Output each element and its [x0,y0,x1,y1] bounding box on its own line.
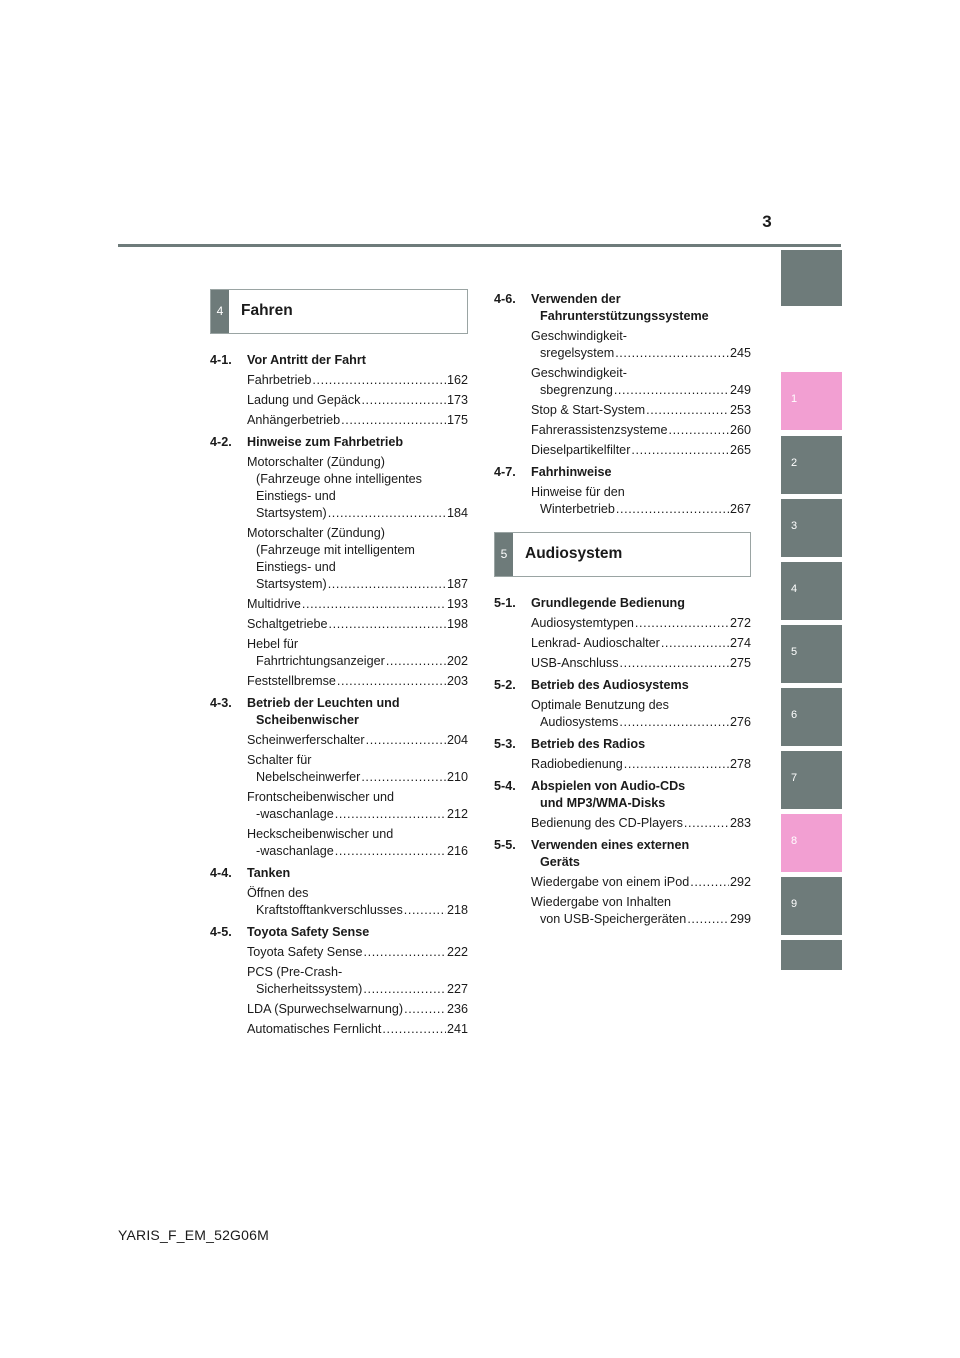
entry-text: Startsystem) [256,506,327,520]
dot-leader [364,944,446,961]
section-title-line: Scheibenwischer [256,713,359,727]
entry-text: Wiedergabe von einem iPod [531,875,690,889]
page-number: 3 [762,212,772,231]
toc-entry[interactable] [210,525,468,593]
dot-leader [404,1001,446,1018]
entry-text: Anhängerbetrieb [247,413,341,427]
dot-leader [341,412,446,429]
entry-text: sregelsystem [540,346,615,360]
page-ref: 278 [729,757,751,771]
page-ref: 203 [446,674,468,688]
dot-leader [302,596,446,613]
toc-entry[interactable] [210,636,468,670]
section-number: 4-1. [210,353,232,367]
page-ref: 227 [446,982,468,996]
chapter-tab-label: 6 [791,709,798,721]
dot-leader [361,392,446,409]
dot-leader [631,442,729,459]
dot-leader [382,1021,446,1038]
page-ref: 198 [446,617,468,631]
section-heading[interactable] [210,865,468,882]
entry-text: Scheinwerferschalter [247,733,365,747]
toc-entry[interactable] [494,756,751,773]
section-number: 5-2. [494,678,516,692]
entry-text: Feststellbremse [247,674,336,688]
toc-entry[interactable] [494,874,751,891]
toc-entry[interactable] [494,442,751,459]
toc-entry[interactable] [210,789,468,823]
entry-text: PCS (Pre-Crash- [247,965,343,979]
dot-leader [668,422,729,439]
entry-text: Radiobedienung [531,757,623,771]
page-ref: 218 [446,903,468,917]
chapter-tab-bottom[interactable] [781,940,842,970]
entry-text: Nebelscheinwerfer [256,770,361,784]
toc-entry[interactable] [210,392,468,409]
toc-entry[interactable] [210,964,468,998]
dot-leader [404,902,446,919]
entry-text: Audiosystems [540,715,619,729]
entry-text: Automatisches Fernlicht [247,1022,382,1036]
toc-column-right [494,286,751,928]
entry-text: Frontscheibenwischer und [247,790,395,804]
entry-text: Fahrtrichtungsanzeiger [256,654,385,668]
section-number: 4-5. [210,925,232,939]
entry-text: Bedienung des CD-Players [531,816,683,830]
toc-entry[interactable] [494,615,751,632]
chapter-tab-label: 5 [791,646,798,658]
toc-entry[interactable] [210,616,468,633]
toc-entry[interactable] [210,596,468,613]
dot-leader [614,382,729,399]
page-ref: 292 [729,875,751,889]
entry-text: Heckscheibenwischer und [247,827,394,841]
section-title-line: Toyota Safety Sense [247,925,370,939]
section-heading[interactable] [210,434,468,451]
chapter-number: 4 [211,290,229,333]
dot-leader [312,372,446,389]
dot-leader [335,843,446,860]
chapter-5-sections [494,595,751,928]
page-ref: 173 [446,393,468,407]
dot-leader [619,714,729,731]
entry-text: Wiedergabe von Inhalten [531,895,672,909]
chapter-title: Audiosystem [525,545,623,562]
section-heading[interactable] [494,464,751,481]
section-title-line: Fahrunterstützungssysteme [540,309,709,323]
entry-text: Motorschalter (Zündung) [247,455,385,469]
dot-leader [635,615,729,632]
dot-leader [328,505,446,522]
dot-leader [337,673,446,690]
page-ref: 283 [729,816,751,830]
entry-text: Sicherheitssystem) [256,982,363,996]
section-number: 5-3. [494,737,516,751]
entry-text: Einstiegs- und [256,489,336,503]
toc-entry[interactable] [210,826,468,860]
page-ref: 187 [446,577,468,591]
entry-text: Einstiegs- und [256,560,336,574]
entry-text: Motorschalter (Zündung) [247,526,385,540]
entry-text: Lenkrad- Audioschalter [531,636,660,650]
toc-entry[interactable] [494,422,751,439]
chapter-tab-label: 9 [791,898,798,910]
entry-text: Fahrerassistenzsysteme [531,423,668,437]
section-title-line: Grundlegende Bedienung [531,596,685,610]
section-heading[interactable] [210,695,468,729]
dot-leader [615,345,729,362]
page-ref: 216 [446,844,468,858]
section-number: 4-7. [494,465,516,479]
section-title-line: Verwenden der [531,292,621,306]
header-rule [118,244,841,247]
section-title-line: Verwenden eines externen [531,838,690,852]
dot-leader [687,911,729,928]
entry-text: sbegrenzung [540,383,613,397]
section-title-line: Geräts [540,855,580,869]
entry-text: Multidrive [247,597,301,611]
page-ref: 222 [446,945,468,959]
toc-column-left [210,289,468,1038]
page-ref: 260 [729,423,751,437]
chapter-4-sections-cont [494,291,751,518]
page-ref: 236 [446,1002,468,1016]
page-ref: 265 [729,443,751,457]
toc-entry[interactable] [210,1021,468,1038]
toc-entry[interactable] [210,372,468,389]
page-ref: 272 [729,616,751,630]
page-ref: 241 [446,1022,468,1036]
entry-text: von USB-Speichergeräten [540,912,687,926]
page-ref: 184 [446,506,468,520]
entry-text: Ladung und Gepäck [247,393,361,407]
toc-entry[interactable] [494,815,751,832]
section-number: 4-6. [494,292,516,306]
toc-entry[interactable] [494,402,751,419]
toc-entry[interactable] [494,894,751,928]
chapter-header-4[interactable] [210,289,468,334]
entry-text: Öffnen des [247,886,309,900]
entry-text: Startsystem) [256,577,327,591]
dot-leader [616,501,729,518]
section-heading[interactable] [494,837,751,871]
section-title-line: Fahrhinweise [531,465,612,479]
page-ref: 275 [729,656,751,670]
toc-entry[interactable] [210,412,468,429]
section-title-line: Betrieb des Audiosystems [531,678,689,692]
chapter-tab-label: 7 [791,772,798,784]
toc-entry[interactable] [494,635,751,652]
chapter-tab-1[interactable] [781,372,842,430]
toc-entry[interactable] [494,655,751,672]
chapter-tab-3[interactable] [781,499,842,557]
dot-leader [620,655,729,672]
page-ref: 210 [446,770,468,784]
entry-text: Toyota Safety Sense [247,945,363,959]
chapter-tab-label: 3 [791,520,798,532]
dot-leader [386,653,446,670]
entry-text: Audiosystemtypen [531,616,634,630]
dot-leader [661,635,729,652]
chapter-tab-top[interactable] [781,250,842,306]
dot-leader [335,806,446,823]
chapter-tab-6[interactable] [781,688,842,746]
toc-entry[interactable] [210,885,468,919]
chapter-tab-label: 8 [791,835,798,847]
chapter-title: Fahren [241,302,293,319]
chapter-header-5[interactable] [494,532,751,577]
entry-text: Hebel für [247,637,299,651]
page-ref: 202 [446,654,468,668]
document-code: YARIS_F_EM_52G06M [118,1227,269,1243]
page-ref: 299 [729,912,751,926]
chapter-4-sections [210,352,468,1038]
chapter-tab-8[interactable] [781,814,842,872]
entry-text: -waschanlage [256,807,334,821]
entry-text: Hinweise für den [531,485,625,499]
dot-leader [684,815,729,832]
section-heading[interactable] [494,736,751,753]
section-heading[interactable] [494,291,751,325]
page-ref: 175 [446,413,468,427]
entry-text: Geschwindigkeit- [531,329,627,343]
toc-entry[interactable] [210,732,468,749]
chapter-tab-label: 1 [791,393,798,405]
section-heading[interactable] [210,352,468,369]
section-number: 4-4. [210,866,232,880]
section-number: 5-4. [494,779,516,793]
entry-text: USB-Anschluss [531,656,619,670]
dot-leader [624,756,729,773]
page-ref: 274 [729,636,751,650]
chapter-tab-4[interactable] [781,562,842,620]
section-heading[interactable] [494,677,751,694]
dot-leader [363,981,446,998]
toc-entry[interactable] [494,484,751,518]
section-number: 4-2. [210,435,232,449]
entry-text: -waschanlage [256,844,334,858]
chapter-tab-2[interactable] [781,436,842,494]
toc-entry[interactable] [210,944,468,961]
entry-text: Winterbetrieb [540,502,615,516]
page-ref: 245 [729,346,751,360]
section-number: 5-1. [494,596,516,610]
entry-text: Dieselpartikelfilter [531,443,631,457]
dot-leader [328,576,446,593]
toc-entry[interactable] [210,1001,468,1018]
chapter-number: 5 [495,533,513,576]
chapter-tab-9[interactable] [781,877,842,935]
page-ref: 276 [729,715,751,729]
chapter-tab-5[interactable] [781,625,842,683]
entry-text: (Fahrzeuge mit intelligentem [256,543,415,557]
dot-leader [366,732,446,749]
chapter-tab-label: 4 [791,583,798,595]
toc-entry[interactable] [210,673,468,690]
entry-text: LDA (Spurwechselwarnung) [247,1002,404,1016]
entry-text: (Fahrzeuge ohne intelligentes [256,472,422,486]
dot-leader [690,874,729,891]
entry-text: Stop & Start-System [531,403,646,417]
toc-entry[interactable] [494,328,751,362]
section-number: 5-5. [494,838,516,852]
entry-text: Fahrbetrieb [247,373,312,387]
entry-text: Geschwindigkeit- [531,366,627,380]
page-ref: 249 [729,383,751,397]
section-number: 4-3. [210,696,232,710]
toc-entry[interactable] [494,697,751,731]
entry-text: Schaltgetriebe [247,617,328,631]
section-title-line: und MP3/WMA-Disks [540,796,666,810]
section-title-line: Betrieb der Leuchten und [247,696,400,710]
page-ref: 162 [446,373,468,387]
page-ref: 212 [446,807,468,821]
toc-entry[interactable] [494,365,751,399]
entry-text: Optimale Benutzung des [531,698,669,712]
section-heading[interactable] [494,778,751,812]
entry-text: Schalter für [247,753,312,767]
chapter-tab-7[interactable] [781,751,842,809]
toc-entry[interactable] [210,752,468,786]
section-title-line: Hinweise zum Fahrbetrieb [247,435,404,449]
page-ref: 204 [446,733,468,747]
dot-leader [361,769,446,786]
toc-entry[interactable] [210,454,468,522]
section-title-line: Vor Antritt der Fahrt [247,353,366,367]
section-heading[interactable] [494,595,751,612]
section-title-line: Abspielen von Audio-CDs [531,779,686,793]
page-ref: 193 [446,597,468,611]
dot-leader [646,402,729,419]
page-ref: 267 [729,502,751,516]
section-title-line: Tanken [247,866,291,880]
entry-text: Kraftstofftankverschlusses [256,903,403,917]
section-title-line: Betrieb des Radios [531,737,646,751]
page-ref: 253 [729,403,751,417]
section-heading[interactable] [210,924,468,941]
dot-leader [329,616,446,633]
chapter-tab-label: 2 [791,457,798,469]
